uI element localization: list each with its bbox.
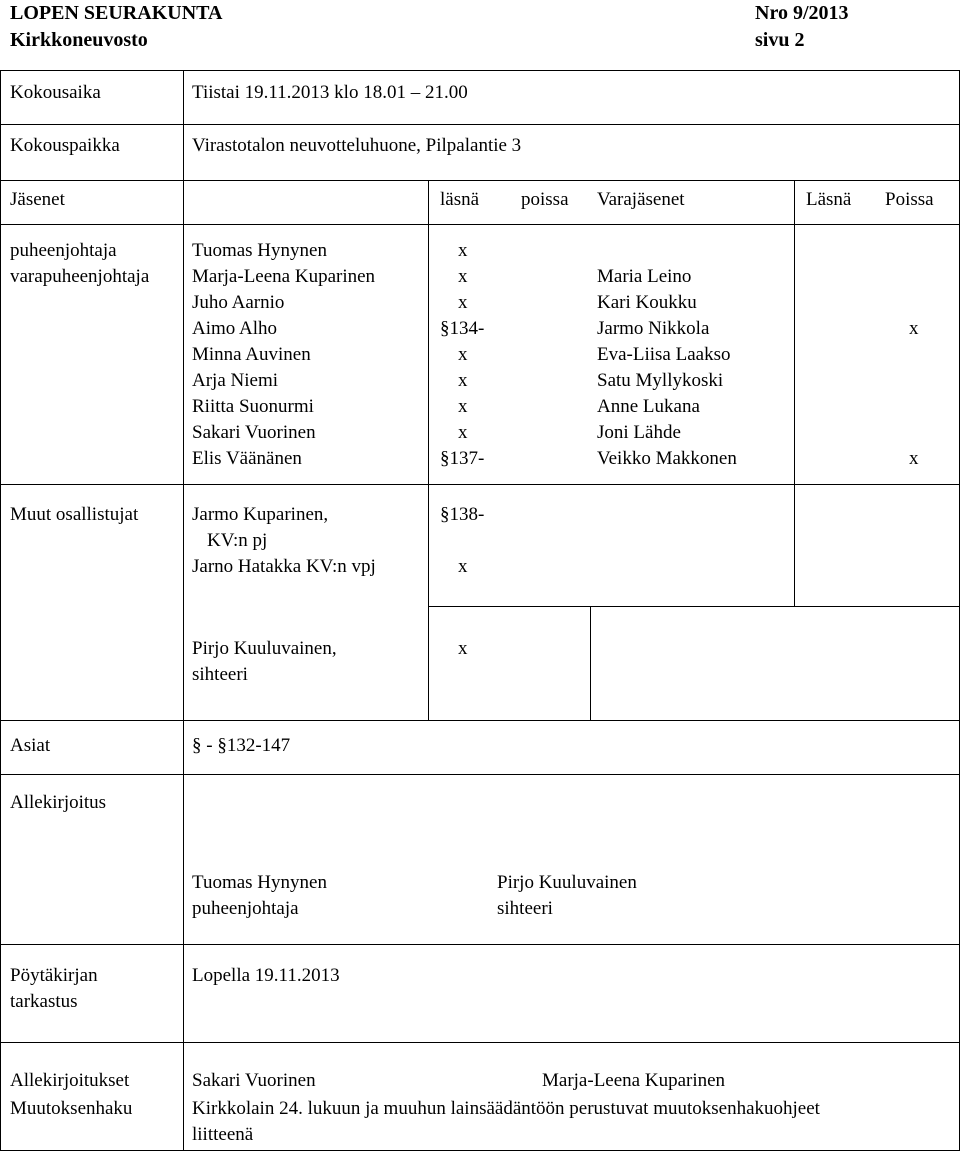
rule xyxy=(0,180,960,181)
other-participants-label: Muut osallistujat xyxy=(10,504,139,525)
page-number: sivu 2 xyxy=(755,29,805,51)
meeting-time-value: Tiistai 19.11.2013 klo 18.01 – 21.00 xyxy=(192,82,468,103)
member-name: Sakari Vuorinen xyxy=(192,422,316,443)
rule xyxy=(794,180,795,606)
rule xyxy=(0,70,960,71)
meeting-place-value: Virastotalon neuvotteluhuone, Pilpalantie 3 xyxy=(192,135,522,156)
presence-mark: x xyxy=(458,266,468,287)
review-label: tarkastus xyxy=(10,991,78,1012)
signatures-label: Allekirjoitukset xyxy=(10,1070,130,1091)
appeal-text: liitteenä xyxy=(192,1124,254,1145)
meeting-place-label: Kokouspaikka xyxy=(10,135,120,156)
deputy-name: Maria Leino xyxy=(597,266,692,287)
rule xyxy=(0,944,960,945)
role-vice-chair: varapuheenjohtaja xyxy=(10,266,150,287)
presence-mark: x xyxy=(458,396,468,417)
other-participant-line: KV:n pj xyxy=(207,530,268,551)
rule xyxy=(0,484,960,485)
member-name: Marja-Leena Kuparinen xyxy=(192,266,376,287)
present-column-header: läsnä xyxy=(440,189,480,210)
rule xyxy=(428,180,429,720)
document-number: Nro 9/2013 xyxy=(755,2,849,24)
deputy-name: Joni Lähde xyxy=(597,422,681,443)
presence-mark: x xyxy=(458,292,468,313)
organization-name: LOPEN SEURAKUNTA xyxy=(10,2,223,24)
appeal-label: Muutoksenhaku xyxy=(10,1098,133,1119)
deputy-absent-mark: x xyxy=(909,448,919,469)
other-participant-line: Jarno Hatakka KV:n vpj xyxy=(192,556,376,577)
deputy-name: Jarmo Nikkola xyxy=(597,318,710,339)
presence-mark: x xyxy=(458,370,468,391)
rule xyxy=(428,606,960,607)
presence-mark: §137- xyxy=(440,448,485,469)
rule xyxy=(0,224,960,225)
agenda-label: Asiat xyxy=(10,735,51,756)
secretary-role: sihteeri xyxy=(497,898,553,919)
participant-mark: x xyxy=(458,556,468,577)
signature-label: Allekirjoitus xyxy=(10,792,107,813)
members-label: Jäsenet xyxy=(10,189,65,210)
deputy-name: Anne Lukana xyxy=(597,396,700,417)
absent-column-header: poissa xyxy=(521,189,569,210)
participant-mark: §138- xyxy=(440,504,485,525)
rule xyxy=(183,70,184,1151)
review-label: Pöytäkirjan xyxy=(10,965,98,986)
member-name: Arja Niemi xyxy=(192,370,279,391)
presence-mark: x xyxy=(458,344,468,365)
member-name: Aimo Alho xyxy=(192,318,277,339)
review-value: Lopella 19.11.2013 xyxy=(192,965,340,986)
deputy-absent-mark: x xyxy=(909,318,919,339)
rule xyxy=(0,720,960,721)
appeal-text: Kirkkolain 24. lukuun ja muuhun lainsäädäntöön perustuvat muutoksenhakuohjeet xyxy=(192,1098,820,1119)
member-name: Minna Auvinen xyxy=(192,344,311,365)
role-chair: puheenjohtaja xyxy=(10,240,117,261)
presence-mark: §134- xyxy=(440,318,485,339)
member-name: Juho Aarnio xyxy=(192,292,285,313)
presence-mark: x xyxy=(458,422,468,443)
rule xyxy=(0,774,960,775)
signer-name: Sakari Vuorinen xyxy=(192,1070,316,1091)
rule xyxy=(0,70,1,1151)
member-name: Tuomas Hynynen xyxy=(192,240,327,261)
deputies-column-header: Varajäsenet xyxy=(597,189,685,210)
meeting-time-label: Kokousaika xyxy=(10,82,101,103)
presence-mark: x xyxy=(458,240,468,261)
deputy-name: Satu Myllykoski xyxy=(597,370,724,391)
rule xyxy=(0,124,960,125)
member-name: Elis Väänänen xyxy=(192,448,302,469)
other-participant-line: Jarmo Kuparinen, xyxy=(192,504,329,525)
chair-name: Tuomas Hynynen xyxy=(192,872,327,893)
chair-role: puheenjohtaja xyxy=(192,898,299,919)
deputy-name: Veikko Makkonen xyxy=(597,448,737,469)
secretary-mark: x xyxy=(458,638,468,659)
deputy-name: Eva-Liisa Laakso xyxy=(597,344,731,365)
rule xyxy=(590,606,591,720)
member-name: Riitta Suonurmi xyxy=(192,396,314,417)
deputy-absent-column-header: Poissa xyxy=(885,189,934,210)
deputy-name: Kari Koukku xyxy=(597,292,697,313)
rule xyxy=(0,1042,960,1043)
secretary-name: Pirjo Kuuluvainen xyxy=(497,872,637,893)
body-name: Kirkkoneuvosto xyxy=(10,29,148,51)
secretary-line: Pirjo Kuuluvainen, xyxy=(192,638,337,659)
deputy-present-column-header: Läsnä xyxy=(806,189,852,210)
agenda-value: § - §132-147 xyxy=(192,735,291,756)
signer-name: Marja-Leena Kuparinen xyxy=(542,1070,726,1091)
secretary-line: sihteeri xyxy=(192,664,248,685)
